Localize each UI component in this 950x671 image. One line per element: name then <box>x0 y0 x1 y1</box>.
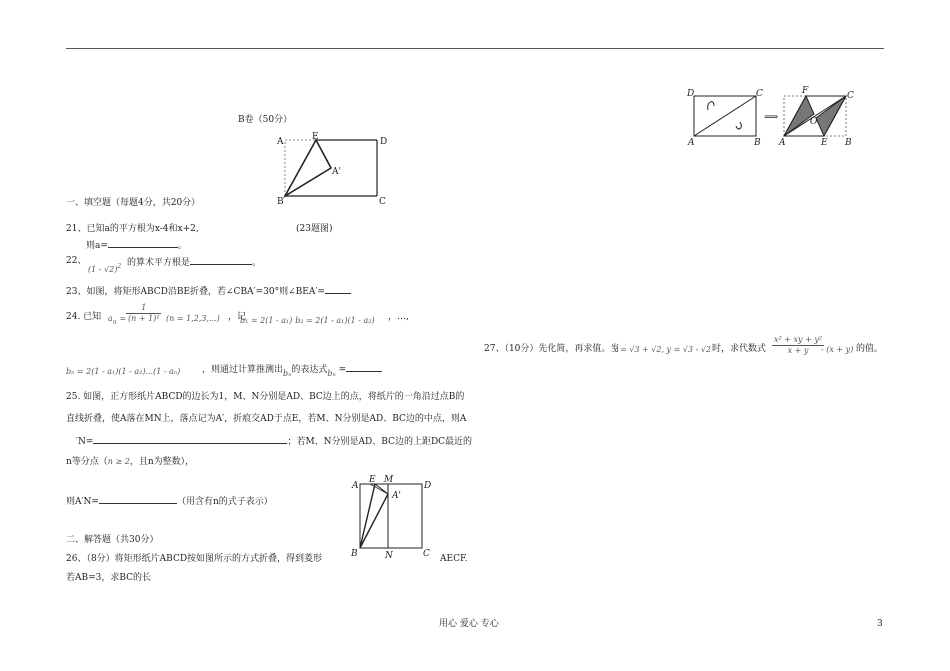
q21-line2: 则a= 。 <box>86 238 187 252</box>
fig25-ba1 <box>360 494 388 548</box>
q26-line1: 26、（8分）将矩形纸片ABCD按如图所示的方式折叠，得到菱形 <box>66 554 323 564</box>
q24-a-sub: n <box>112 318 117 326</box>
q22-text: 的算术平方根是 。 <box>127 255 261 269</box>
q24-b2: b₂ = 2(1 - a₁)(1 - a₂) <box>295 316 375 325</box>
q27-end: 的值。 <box>856 344 884 354</box>
fig25-label-N: N <box>385 551 393 561</box>
fig25-label-M: M <box>384 475 394 485</box>
fig26-label-B: B <box>754 138 761 148</box>
q21-answer-blank[interactable] <box>108 238 178 248</box>
footer-text: 用心 爱心 专心 <box>439 619 499 629</box>
q25-line5a: 则A′N= <box>66 497 99 507</box>
section-title-fill: 一、填空题（每题4分，共20分） <box>66 198 201 208</box>
q25-line3a: ′N= <box>76 437 94 447</box>
fig23-label-D: D <box>380 137 388 147</box>
fig25-square <box>360 484 422 548</box>
fig26-label-O: O <box>810 117 818 127</box>
q24-dots: ，…, <box>388 312 409 322</box>
q26-line2: 若AB=3，求BC的长 <box>66 573 152 583</box>
q27-prefix: 27、（10分）先化简，再求值。当 <box>484 344 620 354</box>
q24-mid: ，记 <box>228 312 247 322</box>
fig25-label-E: E <box>369 475 376 485</box>
q24-bn-short: bₙ <box>283 369 292 378</box>
q24-answer-blank[interactable] <box>346 362 382 372</box>
fig26-shaded-right <box>816 96 846 136</box>
q21-line1: 21、已知a的平方根为x-4和x+2, <box>66 224 199 234</box>
q22-exponent: 2 <box>117 263 122 270</box>
q22-answer-blank[interactable] <box>190 255 252 265</box>
fig26-label-F: F <box>802 86 809 96</box>
q24-text3: 的表达式 <box>291 365 328 375</box>
section-title-b: B卷（50分） <box>238 115 293 125</box>
q25-answer-blank-1[interactable] <box>93 434 287 444</box>
q25-line4 <box>66 456 194 468</box>
q24-cond <box>166 313 220 325</box>
fig25-crease-be <box>360 484 375 548</box>
header-rule <box>66 48 884 49</box>
q23-answer-blank[interactable] <box>325 284 351 294</box>
q24-cond-text: (n = 1,2,3,...) <box>166 314 220 323</box>
q24-text2: ，则通过计算推测出 <box>202 365 284 375</box>
fig26-label-D: D <box>687 89 695 99</box>
fig26-label-A: A <box>688 138 695 148</box>
q25-line5b: （用含有n的式子表示） <box>176 497 273 507</box>
section-title-solve: 二、解答题（共30分） <box>66 535 159 545</box>
q24-frac <box>126 303 161 324</box>
q24-text2-wrap <box>202 362 382 376</box>
fig23-label-C: C <box>379 197 386 207</box>
q24-bn: bₙ = 2(1 - a₁)(1 - a₂)...(1 - aₙ) <box>66 367 181 376</box>
q22-label: 的算术平方根是 <box>127 258 191 268</box>
figure-q25 <box>348 474 438 560</box>
q24-eq2: = <box>338 365 347 375</box>
q25-line5 <box>66 494 273 508</box>
q27-x: x = √3 + √2, y = √3 - √2 <box>613 345 712 354</box>
q24-fraction <box>126 303 161 324</box>
q24-line2 <box>66 366 180 378</box>
fig23-folded-triangle <box>285 140 331 196</box>
q25-line3 <box>76 434 472 448</box>
q24-b-terms <box>240 315 375 327</box>
q27-frac-den: x + y <box>787 346 809 355</box>
fig25-label-C: C <box>423 549 430 559</box>
fig26-curved-arrow-top <box>708 102 714 110</box>
fig25-label-D: D <box>424 481 432 491</box>
q25-cond: n ≥ 2 <box>107 457 130 466</box>
fig25-label-A: A <box>352 481 359 491</box>
fig23-caption: (23题图) <box>296 224 333 234</box>
q24-bn-short2: bₙ <box>327 369 336 378</box>
figure-q26 <box>684 84 864 150</box>
fig26-label-C2: C <box>847 91 854 101</box>
fig23-label-E: E <box>312 132 319 142</box>
q22-expr: (1 - √2) <box>88 265 118 274</box>
page-number: 3 <box>877 619 883 629</box>
q25-answer-blank-2[interactable] <box>99 494 177 504</box>
q24-prefix: 24. 已知 <box>66 312 102 322</box>
fig25-label-B: B <box>351 549 358 559</box>
q27-frac <box>772 335 824 356</box>
q27-tail-wrap <box>821 344 853 356</box>
q24-a: a <box>108 314 113 323</box>
q25-line4a: n等分点（ <box>66 457 108 467</box>
fig26-arrow: ⟹ <box>764 112 779 123</box>
fig23-label-A1: A' <box>332 167 341 177</box>
q23-label: 23、如图，将矩形ABCD沿BE折叠，若∠CBA′=30°则∠BEA′= <box>66 287 325 297</box>
q25-line4b: ，且n为整数）， <box>129 457 195 467</box>
q27-mid: 时，求代数式 <box>712 344 767 354</box>
fig26-label-B2: B <box>845 138 852 148</box>
q22-number: 22、 <box>66 256 87 266</box>
q24-frac-num: 1 <box>126 303 161 314</box>
q25-line2: 直线折叠，使A落在MN上，落点记为A′，折痕交AD于点E，若M、N分别是AD、BC边的中点，则A <box>66 414 467 424</box>
q26-line1-end: AECF. <box>440 554 468 564</box>
fig26-shaded-left <box>784 96 814 136</box>
fig23-label-B: B <box>277 197 284 207</box>
q24-frac-den: (n + 1)² <box>128 314 160 323</box>
q24-b1: b₁ = 2(1 - a₁) <box>240 316 293 325</box>
q27-x-wrap <box>613 344 711 356</box>
fig26-label-E: E <box>821 138 828 148</box>
q27-fraction <box>772 335 824 356</box>
q24-eq: = <box>119 314 127 323</box>
q24-an <box>108 313 126 329</box>
fig26-right-diagonal <box>784 96 846 136</box>
figure-q23 <box>276 134 388 206</box>
q23-text <box>66 284 351 298</box>
q21-label: 则a= <box>86 241 108 251</box>
q27-frac-num: x² + xy + y² <box>774 335 823 344</box>
q22-line <box>88 261 121 276</box>
q27-tail-expr: - (x + y) <box>821 345 854 354</box>
fig26-label-C: C <box>756 89 763 99</box>
fig23-label-A: A <box>277 137 284 147</box>
fig25-label-A1: A' <box>392 491 401 501</box>
q25-line1: 25. 如图，正方形纸片ABCD的边长为1，M、N分别是AD、BC边上的点，将纸片的一角沿过点B的 <box>66 392 465 402</box>
fig26-label-A2: A <box>779 138 786 148</box>
fig26-left-diagonal <box>694 96 756 136</box>
q25-line3b: ；若M、N分别是AD、BC边的上距DC最近的 <box>287 437 473 447</box>
fig26-curved-arrow-bottom <box>736 122 741 129</box>
